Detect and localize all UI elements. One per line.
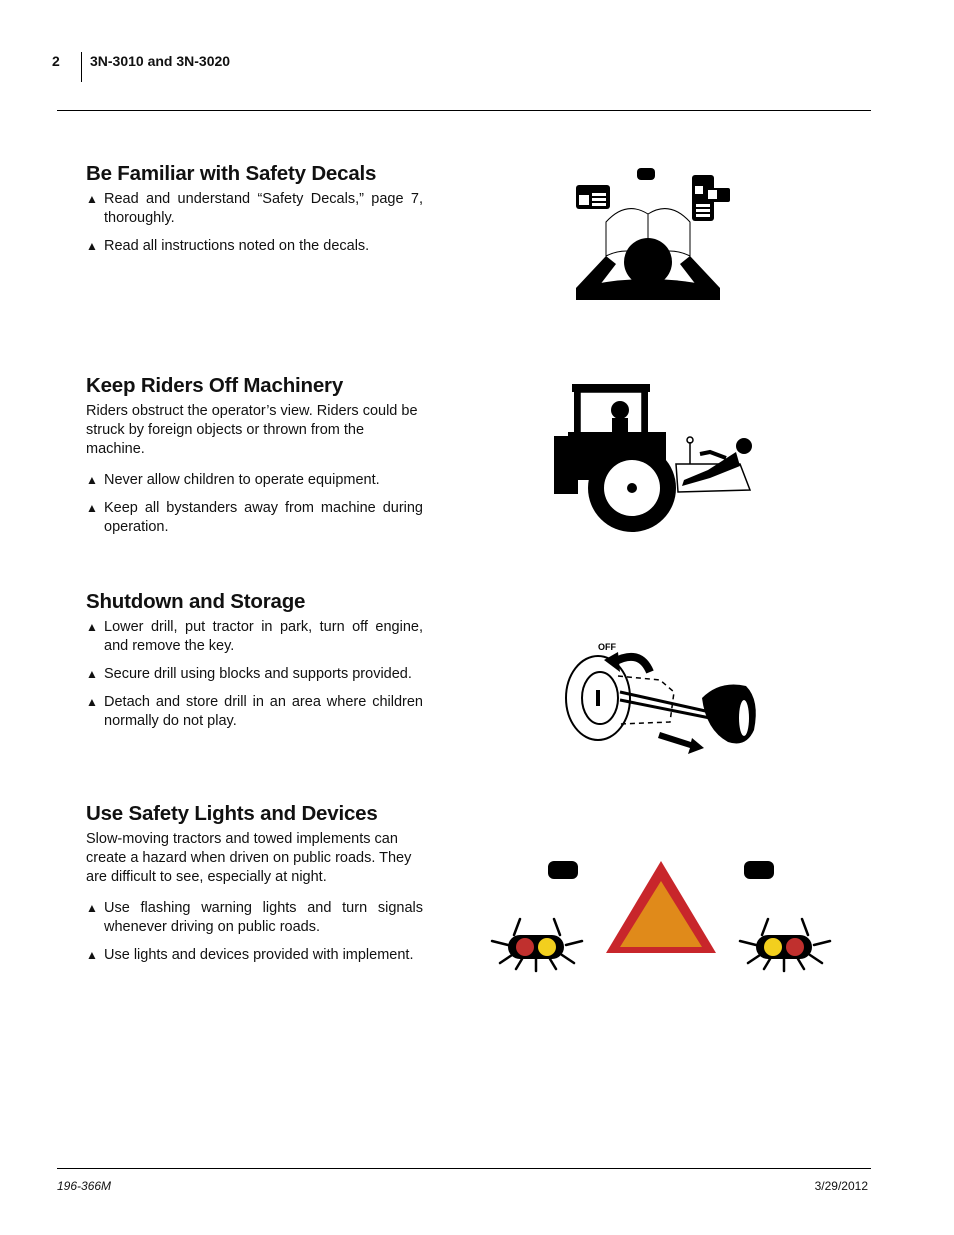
section-intro: Slow-moving tractors and towed implements can create a hazard when driven on public roads. They are difficult to see, especially at night. <box>86 831 412 885</box>
section-heading: Use Safety Lights and Devices <box>86 802 378 825</box>
footer-rule <box>57 1168 871 1169</box>
bullet-triangle-icon: ▲ <box>86 948 98 962</box>
list-item: ▲ Secure drill using blocks and supports provided. <box>86 666 412 682</box>
section-heading: Shutdown and Storage <box>86 590 306 613</box>
document-number: 196-366M <box>57 1179 112 1193</box>
section-safety-decals <box>86 162 423 265</box>
safety-lights-smv-icon <box>488 855 833 980</box>
list-item: ▲ Read all instructions noted on the decals. <box>86 238 370 254</box>
ignition-off-label: OFF <box>598 642 616 652</box>
bullet-list <box>86 471 423 537</box>
ignition-key-off-icon <box>560 630 770 770</box>
section-heading: Be Familiar with Safety Decals <box>86 162 377 185</box>
section-intro: Riders obstruct the operator’s view. Riders could be struck by foreign objects or thrown from the machine. <box>86 403 418 457</box>
bullet-triangle-icon: ▲ <box>86 901 98 915</box>
reading-manual-icon <box>570 160 730 310</box>
bullet-triangle-icon: ▲ <box>86 473 98 487</box>
revision-date: 3/29/2012 <box>814 1179 868 1193</box>
section-heading: Keep Riders Off Machinery <box>86 374 344 397</box>
tractor-rider-hazard-icon <box>550 380 760 540</box>
bullet-triangle-icon: ▲ <box>86 620 98 634</box>
list-item: ▲ Lower drill, put tractor in park, turn off engine, and remove the key. <box>86 619 423 654</box>
warning-lamp-right-icon <box>740 919 830 971</box>
bullet-triangle-icon: ▲ <box>86 192 98 206</box>
list-item: ▲ Keep all bystanders away from machine during operation. <box>86 500 423 535</box>
page-number: 2 <box>52 53 60 69</box>
warning-lamp-left-icon <box>492 919 582 971</box>
bullet-list <box>86 190 423 256</box>
bullet-triangle-icon: ▲ <box>86 239 98 253</box>
bullet-list <box>86 618 423 731</box>
document-title: 3N-3010 and 3N-3020 <box>90 53 231 69</box>
bullet-list <box>86 899 423 965</box>
list-item: ▲ Use lights and devices provided with implement. <box>86 947 414 963</box>
list-item: ▲ Never allow children to operate equipment. <box>86 472 380 488</box>
section-shutdown-storage <box>86 590 423 740</box>
list-item: ▲ Read and understand “Safety Decals,” page 7, thoroughly. <box>86 191 423 226</box>
section-safety-lights <box>86 802 423 974</box>
list-item: ▲ Use flashing warning lights and turn signals whenever driving on public roads. <box>86 900 423 935</box>
section-keep-riders-off <box>86 374 423 546</box>
list-item: ▲ Detach and store drill in an area where children normally do not play. <box>86 694 423 729</box>
bullet-triangle-icon: ▲ <box>86 667 98 681</box>
header-divider <box>81 52 82 82</box>
header-rule <box>57 110 871 111</box>
bullet-triangle-icon: ▲ <box>86 501 98 515</box>
bullet-triangle-icon: ▲ <box>86 695 98 709</box>
